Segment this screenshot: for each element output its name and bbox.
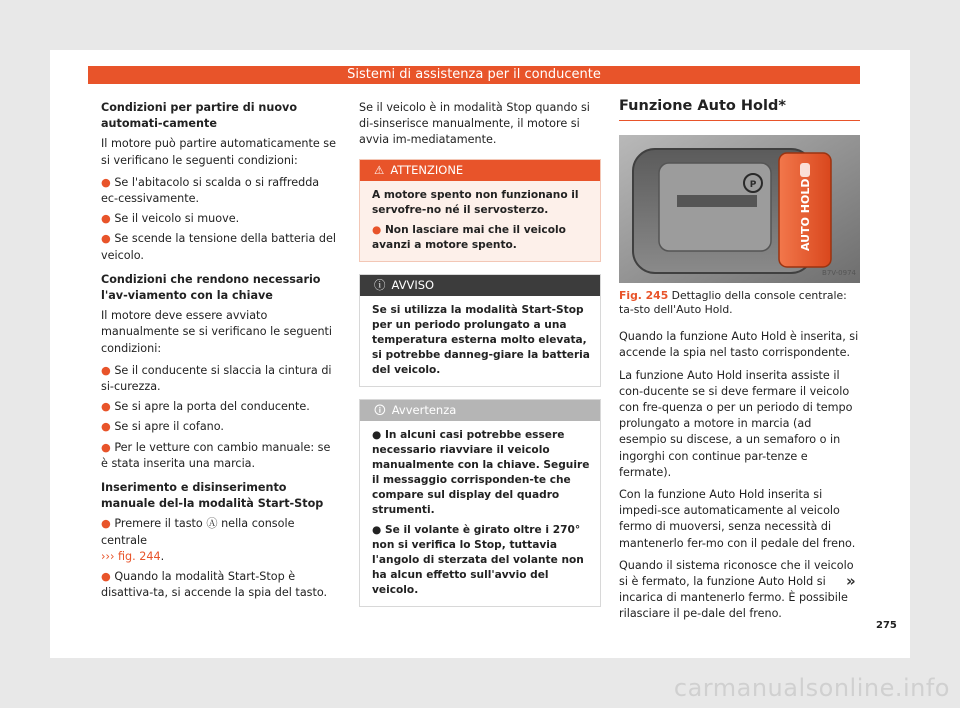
- column-right: [619, 100, 860, 629]
- figure-caption: Fig. 245 Dettaglio della console centrale: ta-sto dell'Auto Hold.: [619, 289, 847, 317]
- page-number: 275: [876, 620, 897, 631]
- bullet-icon: ●: [101, 175, 115, 189]
- paragraph: Quando il sistema riconosce che il veicolo si è fermato, la funzione Auto Hold si incarica di mantenerlo fermo. È possibile rilasciare il pe-dale del freno.: [619, 558, 854, 621]
- bullet-icon: ●: [101, 440, 115, 454]
- column-left: [101, 100, 339, 605]
- heading-key-start-conditions: Condizioni che rendono necessario l'av-viamento con la chiave: [101, 272, 321, 303]
- tip-header: 🛈 Avvertenza: [360, 400, 600, 421]
- paragraph: La funzione Auto Hold inserita assiste il con-ducente se si deve fermare il veicolo con fre-quenza o per un periodo di tempo prolungato a motore in marcia (ad esempio su discese, a un semaforo o in ingorghi con continue par-tenze e fermate).: [619, 368, 853, 479]
- chapter-header: Sistemi di assistenza per il conducente: [88, 66, 860, 84]
- list-item: ● Se si apre il cofano.: [101, 420, 224, 434]
- tip-bullet: ● In alcuni casi potrebbe essere necessario riavviare il veicolo manualmente con la chiave. Seguire il messaggio corrisponden-te che compare sul display del quadro strumenti.: [372, 428, 590, 516]
- paragraph: Con la funzione Auto Hold inserita si impedi-sce automaticamente al veicolo fermo di muoversi, senza necessità di mantenerlo fer-mo con il pedale del freno.: [619, 488, 856, 550]
- figure-id: B7V-0974: [822, 269, 856, 277]
- info-square-icon: 🛈: [374, 402, 386, 417]
- warning-triangle-icon: ⚠: [374, 162, 385, 177]
- list-item: ● Se scende la tensione della batteria del veicolo.: [101, 232, 336, 262]
- tip-box: [359, 399, 601, 607]
- list-item: ● Se si apre la porta del conducente.: [101, 400, 310, 414]
- notice-box: [359, 274, 601, 387]
- auto-hold-button-label: AUTO HOLD: [799, 178, 812, 252]
- figure-link[interactable]: ››› fig. 244: [101, 549, 161, 563]
- list-item: ● Se il conducente si slaccia la cintura di si-curezza.: [101, 363, 332, 394]
- warning-box: [359, 159, 601, 262]
- bullet-icon: ●: [101, 420, 115, 434]
- console-illustration: [619, 135, 860, 283]
- bullet-icon: ●: [101, 570, 115, 584]
- start-stop-icon: Ⓐ: [206, 517, 218, 531]
- column-middle: [359, 100, 601, 619]
- notice-text: Se si utilizza la modalità Start-Stop per un periodo prolungato a una temperatura esterna molto elevata, si potrebbe danneg-giare la batteria del veicolo.: [372, 303, 590, 376]
- paragraph: Il motore deve essere avviato manualmente se si verificano le seguenti condizioni:: [101, 309, 333, 355]
- bullet-icon: ●: [101, 232, 115, 246]
- notice-header: ⓘ AVVISO: [360, 275, 600, 296]
- paragraph: Se il veicolo è in modalità Stop quando si di-sinserisce manualmente, il motore si avvia im-mediatamente.: [359, 101, 590, 147]
- bullet-icon: ●: [101, 400, 115, 414]
- list-item: ● Quando la modalità Start-Stop è disattiva-ta, si accende la spia del tasto.: [101, 570, 328, 600]
- watermark: carmanualsonline.info: [673, 674, 950, 702]
- info-circle-icon: ⓘ: [374, 277, 386, 292]
- bullet-icon: ●: [101, 212, 115, 226]
- list-item: ● Premere il tasto Ⓐ nella console centrale ››› fig. 244.: [101, 517, 295, 563]
- section-title: Funzione Auto Hold*: [619, 98, 860, 121]
- continue-mark: »: [846, 572, 856, 590]
- bullet-icon: ●: [372, 223, 385, 236]
- list-item: ● Se l'abitacolo si scalda o si raffredda ec-cessivamente.: [101, 175, 320, 206]
- tip-bullet: ● Se il volante è girato oltre i 270° non si verifica lo Stop, tuttavia l'angolo di sterzata del volante non ha alcun effetto sull'avvio del veicolo.: [372, 523, 584, 596]
- warning-header: ⚠ ATTENZIONE: [360, 160, 600, 181]
- heading-restart-conditions: Condizioni per partire di nuovo automati-camente: [101, 101, 298, 131]
- paragraph: Quando la funzione Auto Hold è inserita, si accende la spia nel tasto corrispondente.: [619, 330, 859, 360]
- list-item: ● Se il veicolo si muove.: [101, 212, 240, 226]
- bullet-icon: ●: [101, 363, 115, 377]
- warning-text: A motore spento non funzionano il servofre-no né il servosterzo.: [372, 188, 579, 216]
- svg-text:P: P: [749, 180, 757, 191]
- paragraph: Il motore può partire automaticamente se si verificano le seguenti condizioni:: [101, 137, 337, 167]
- warning-bullet: ● Non lasciare mai che il veicolo avanzi a motore spento.: [372, 223, 566, 251]
- heading-manual-start-stop: Inserimento e disinserimento manuale del-la modalità Start-Stop: [101, 481, 324, 511]
- auto-hold-figure: [619, 135, 860, 283]
- bullet-icon: ●: [101, 517, 115, 531]
- list-item: ● Per le vetture con cambio manuale: se è stata inserita una marcia.: [101, 440, 331, 470]
